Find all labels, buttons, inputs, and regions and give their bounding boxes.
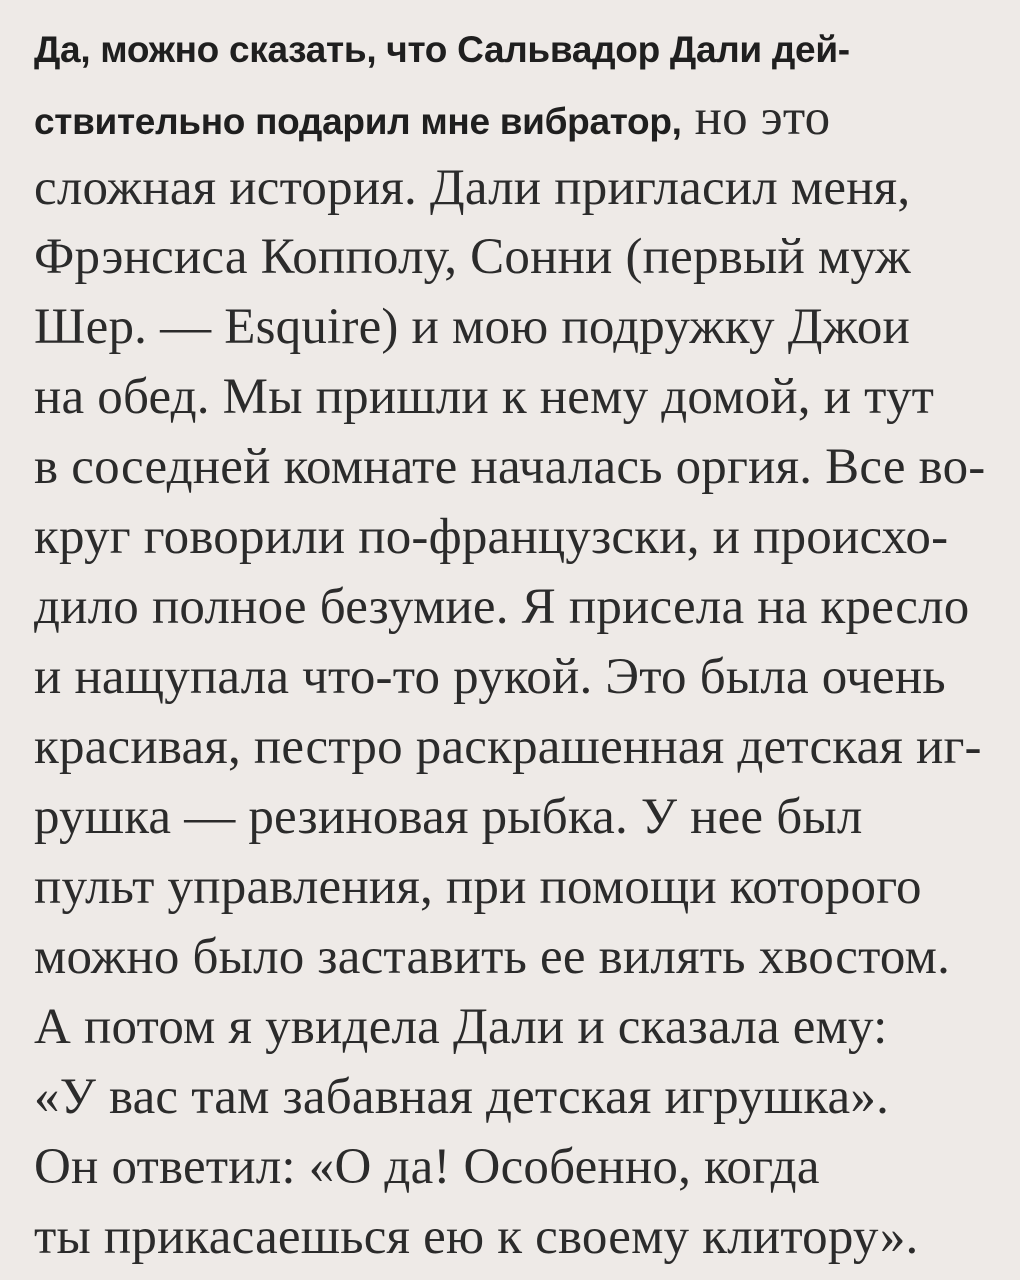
lead-rest-text: но это [681,90,831,146]
lead-line-2 [34,83,830,153]
text-line-7: дило полное безумие. Я присела на кресло [34,579,970,635]
text-line-3: Шер. — Esquire) и мою подружку Джои [34,299,911,355]
text-line-12: можно было заставить ее вилять хвостом. [34,929,951,985]
text-line-10: рушка — резиновая рыбка. У нее был [34,789,863,845]
lead-bold-line-1: Да, можно сказать, что Сальвадор Дали дей- [34,29,850,70]
text-line-9: красивая, пестро раскрашенная детская иг- [34,719,982,775]
text-line-14: «У вас там забавная детская игрушка». [34,1069,890,1125]
text-line-11: пульт управления, при помощи которого [34,859,922,915]
text-line-2: Фрэнсиса Копполу, Сонни (первый муж [34,229,911,285]
text-line-15: Он ответил: «О да! Особенно, когда [34,1139,820,1195]
text-line-8: и нащупала что-то рукой. Это была очень [34,649,946,705]
text-line-4: на обед. Мы пришли к нему домой, и тут [34,369,935,425]
text-line-5: в соседней комнате началась оргия. Все во- [34,439,986,495]
text-line-13: А потом я увидела Дали и сказала ему: [34,999,888,1055]
text-line-1: сложная история. Дали пригласил меня, [34,160,911,216]
text-line-16: ты прикасаешься ею к своему клитору». [34,1209,919,1265]
text-line-6: круг говорили по-французски, и происхо- [34,509,949,565]
lead-bold-text: ствительно подарил мне вибратор, [34,101,682,142]
